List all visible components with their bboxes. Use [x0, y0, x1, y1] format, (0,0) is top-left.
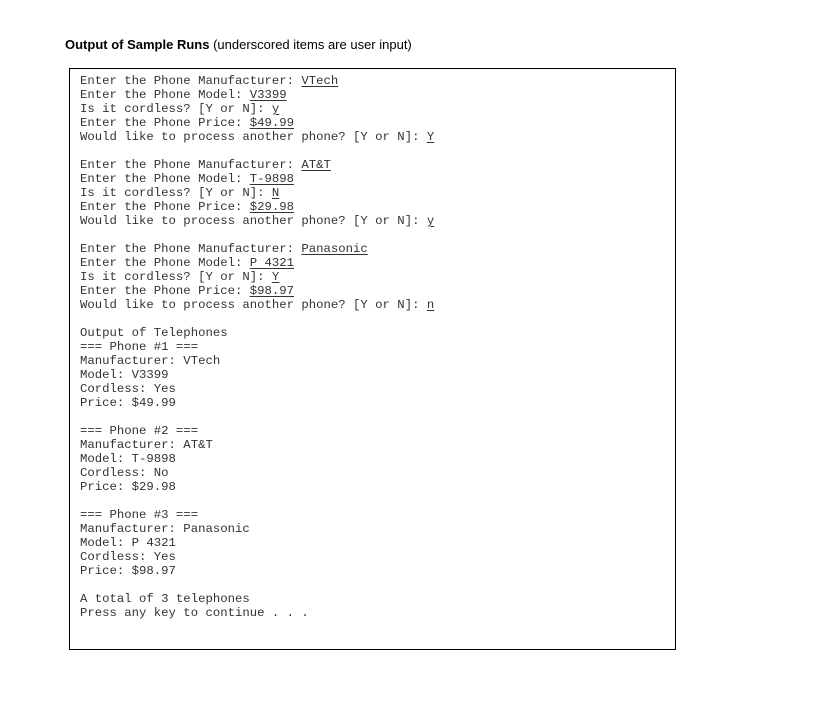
console-prompt-text: Enter the Phone Price:: [80, 284, 250, 298]
console-prompt-text: Enter the Phone Price:: [80, 200, 250, 214]
console-line: [80, 200, 665, 214]
console-line: [80, 466, 665, 480]
console-line: [80, 606, 665, 620]
heading-note: (underscored items are user input): [209, 37, 412, 52]
console-prompt-text: Price: $98.97: [80, 564, 176, 578]
console-line: [80, 116, 665, 130]
console-line: [80, 536, 665, 550]
console-line: [80, 186, 665, 200]
console-prompt-text: Output of Telephones: [80, 326, 228, 340]
console-line: [80, 298, 665, 312]
console-output-box: [69, 68, 676, 650]
console-line: [80, 578, 665, 592]
console-line: [80, 312, 665, 326]
console-line: [80, 480, 665, 494]
console-line: [80, 130, 665, 144]
console-line: [80, 550, 665, 564]
console-prompt-text: === Phone #3 ===: [80, 508, 199, 522]
console-prompt-text: Manufacturer: Panasonic: [80, 522, 250, 536]
console-user-input: AT&T: [301, 158, 331, 172]
console-line: [80, 382, 665, 396]
console-prompt-text: Cordless: Yes: [80, 550, 176, 564]
console-prompt-text: Price: $49.99: [80, 396, 176, 410]
console-line: [80, 102, 665, 116]
console-user-input: Panasonic: [301, 242, 368, 256]
console-line: [80, 424, 665, 438]
console-prompt-text: Enter the Phone Price:: [80, 116, 250, 130]
console-line: [80, 270, 665, 284]
console-line: [80, 242, 665, 256]
console-prompt-text: Enter the Phone Manufacturer:: [80, 158, 302, 172]
console-line: [80, 228, 665, 242]
console-line: [80, 340, 665, 354]
console-user-input: $49.99: [249, 116, 295, 130]
console-line: [80, 88, 665, 102]
console-prompt-text: Enter the Phone Model:: [80, 88, 250, 102]
console-line: [80, 158, 665, 172]
console-prompt-text: Is it cordless? [Y or N]:: [80, 102, 272, 116]
console-line: [80, 172, 665, 186]
console-prompt-text: Enter the Phone Model:: [80, 256, 250, 270]
console-prompt-text: Would like to process another phone? [Y or N]:: [80, 130, 427, 144]
console-line: [80, 326, 665, 340]
console-prompt-text: Model: T-9898: [80, 452, 176, 466]
console-line: [80, 438, 665, 452]
console-user-input: $29.98: [249, 200, 295, 214]
heading-title: Output of Sample Runs: [65, 37, 210, 52]
console-user-input: y: [271, 102, 280, 116]
console-prompt-text: Would like to process another phone? [Y or N]:: [80, 214, 427, 228]
console-user-input: Y: [426, 130, 435, 144]
console-user-input: n: [426, 298, 435, 312]
console-prompt-text: Enter the Phone Manufacturer:: [80, 74, 302, 88]
console-user-input: Y: [271, 270, 280, 284]
console-prompt-text: Model: V3399: [80, 368, 169, 382]
console-line: [80, 214, 665, 228]
console-prompt-text: Is it cordless? [Y or N]:: [80, 186, 272, 200]
console-line: [80, 592, 665, 606]
section-heading: [65, 37, 412, 53]
console-prompt-text: === Phone #1 ===: [80, 340, 199, 354]
console-prompt-text: Model: P 4321: [80, 536, 176, 550]
console-prompt-text: Price: $29.98: [80, 480, 176, 494]
console-prompt-text: Press any key to continue . . .: [80, 606, 309, 620]
console-line: [80, 564, 665, 578]
console-line: [80, 508, 665, 522]
console-prompt-text: Enter the Phone Model:: [80, 172, 250, 186]
console-user-input: P 4321: [249, 256, 295, 270]
console-user-input: N: [271, 186, 280, 200]
console-prompt-text: Cordless: Yes: [80, 382, 176, 396]
console-line: [80, 144, 665, 158]
console-user-input: VTech: [301, 74, 339, 88]
console-prompt-text: Manufacturer: AT&T: [80, 438, 213, 452]
console-line: [80, 410, 665, 424]
console-line: [80, 368, 665, 382]
console-line: [80, 452, 665, 466]
console-prompt-text: Would like to process another phone? [Y or N]:: [80, 298, 427, 312]
console-user-input: T-9898: [249, 172, 295, 186]
console-prompt-text: Enter the Phone Manufacturer:: [80, 242, 302, 256]
console-line: [80, 74, 665, 88]
console-line: [80, 354, 665, 368]
console-user-input: $98.97: [249, 284, 295, 298]
console-user-input: y: [426, 214, 435, 228]
console-user-input: V3399: [249, 88, 287, 102]
console-line: [80, 522, 665, 536]
console-prompt-text: A total of 3 telephones: [80, 592, 250, 606]
console-line: [80, 396, 665, 410]
console-prompt-text: === Phone #2 ===: [80, 424, 199, 438]
console-line: [80, 284, 665, 298]
console-line: [80, 256, 665, 270]
console-line: [80, 494, 665, 508]
console-prompt-text: Is it cordless? [Y or N]:: [80, 270, 272, 284]
console-prompt-text: Manufacturer: VTech: [80, 354, 221, 368]
console-prompt-text: Cordless: No: [80, 466, 169, 480]
